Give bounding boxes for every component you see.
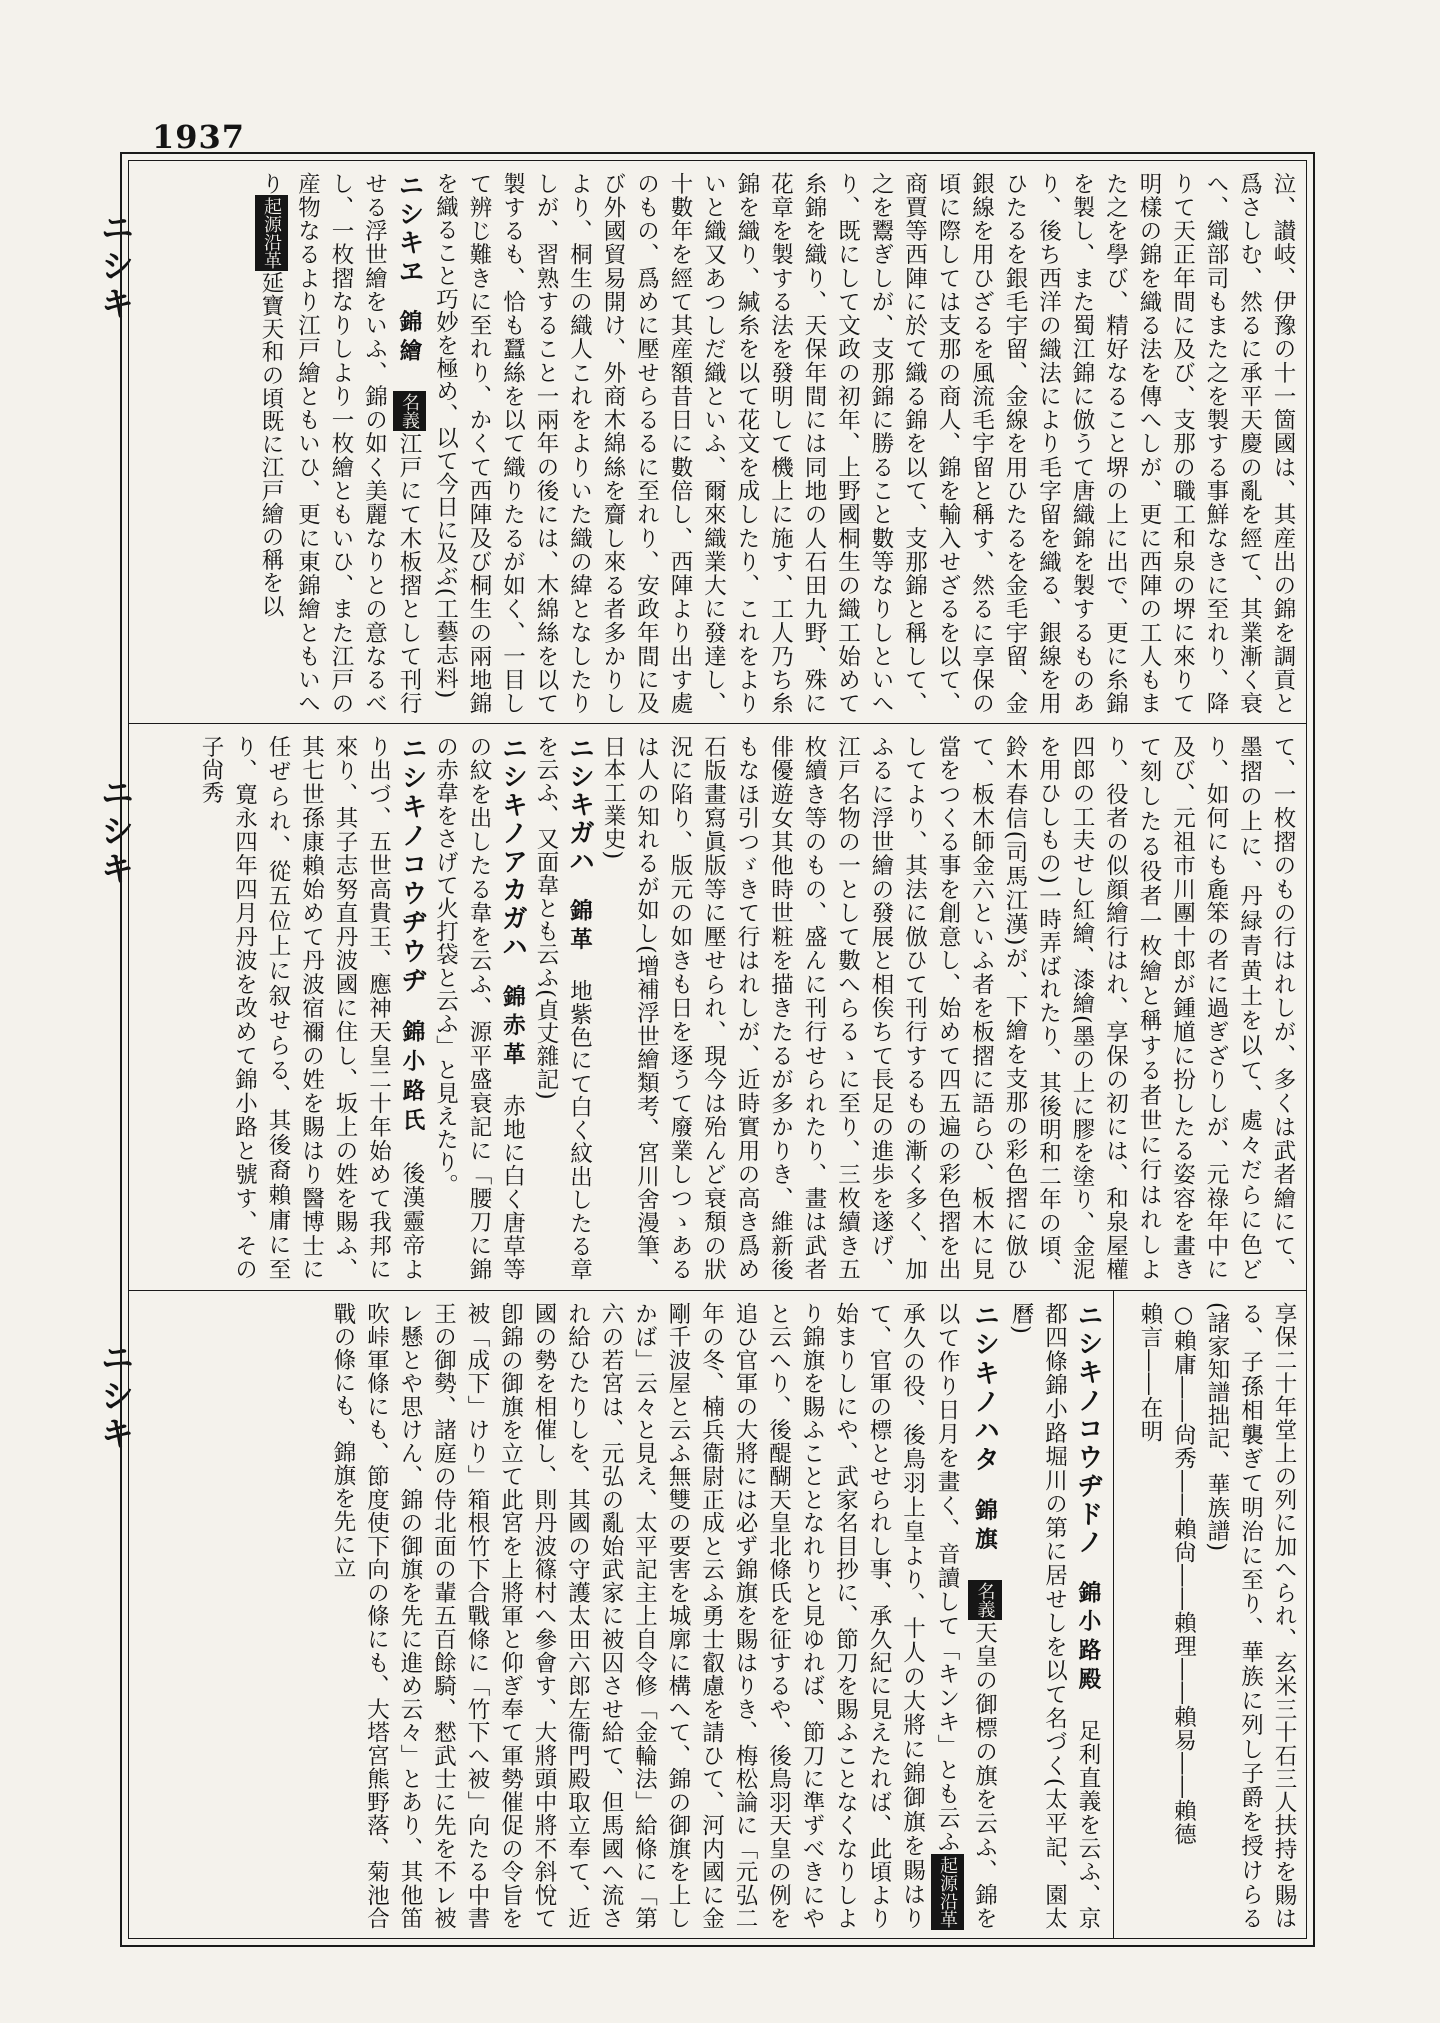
running-head-top: ニシキ bbox=[94, 210, 134, 324]
entry-body-continued: 承久の役、後鳥羽上皇より、十人の大將に錦御旗を賜はりて、官軍の標とせられし事、承久紀に見えたれば、此頃より始まりしにや、武家名目抄に、節刀を賜ふことなくなりしより錦旗を賜ふこととなれりと見ゆれば、節刀に準ずべきにやと云へり、後醍醐天皇北條氏を征するや、後鳥羽天皇の例を追ひ官軍の大將には必ず錦旗を賜はりき、梅松論に「元弘二年の冬、楠兵衞尉正成と云ふ勇士叡慮を請ひて、河内國に金剛千波屋と云ふ無雙の要害を城廓に構へて、錦の御旗を上しかば」云々と見え、太平記主上自令修「金輪法」給條に「第六の若宮は、元弘の亂始武家に被囚させ給て、但馬國へ流され給ひたりしを、其國の守護太田六郎左衞門殿取立奉て、近國の勢を相催し、則丹波篠村へ參會す、大將頭中將不斜悅て卽錦の御旗を立て此宮を上將軍と仰ぎ奉て軍勢催促の令旨を被「成下」けり」箱根竹下合戰條に「竹下へ被」向たる中書王の御勢、諸庭の侍北面の輩五百餘騎、憖武士に先を不レ被レ懸とや思けん、錦の御旗を先に進め云々」とあり、其他笛吹峠軍條にも、節度使下向の條にも、大塔宮熊野落、菊池合戰の條にも、錦旗を先に立 bbox=[330, 1302, 926, 1930]
page-number: 1937 bbox=[152, 118, 246, 156]
entry-body: 天皇の御標の旗を云ふ、錦を以て作り日月を畫く、音讀して「キンキ」とも云ふ bbox=[934, 1302, 998, 1930]
headword: ニシキノコウヂドノ bbox=[1073, 1302, 1103, 1558]
entry-body: 足利直義を云ふ、京都四條錦小路堀川の第に居せしを以て名づく(太平記、園太曆) bbox=[1008, 1302, 1101, 1931]
paragraph-textile-history: 泣、讃岐、伊豫の十一箇國は、其産出の錦を調貢と爲さしむ、然るに承平天慶の亂を經て、其業漸く衰へ、織部司もまた之を製する事鮮なきに至れり、降りて天正年間に及び、支那の職工和泉の堺に來りて明樣の錦を織る法を傳へしが、更に西陣の工人もまた之を學び、精好なること堺の上に出で、更に糸錦を製し、また蜀江錦に倣うて唐織錦を製するものあり、後ち西洋の織法により毛字留を織る、銀線を用ひたるを銀毛宇留、金線を用ひたるを金毛宇留、金銀線を用ひざるを風流毛宇留と稱す、然るに享保の頃に際しては支那の商人、錦を輸入せざるを以て、商賈等西陣に於て織る錦を以て、支那錦と稱して、之を鬻ぎしが、支那錦に勝ること數等なりしといへり、既にして文政の初年、上野國桐生の織工始めて糸錦を織り、天保年間には同地の人石田九野、殊に花章を製する法を發明して機上に施す、工人乃ち糸錦を織り、緘糸を以て花文を成したり、これをよりいと織又あつしだ織といふ、爾來織業大に發達し、十數年を經て其産額昔日に數倍し、西陣より出す處のもの、爲めに壓せらるるに至れり、安政年間に及び外國貿易開け、外商木綿絲を齎し來る者多かりしより、桐生の織人これをよりいた織の緯となしたりしが、習熟すること一兩年の後には、木綿絲を以て製するも、恰も蠶絲を以て織りたるが如く、一目して辨じ難きに至れり、かくて西陣及び桐生の兩地錦を織ること巧妙を極め、以て今日に及ぶ(工藝志料) bbox=[432, 172, 1296, 715]
running-head-bottom: ニシキ bbox=[94, 1340, 134, 1454]
genealogy-line-2: 賴言――在明 bbox=[1137, 1302, 1163, 1443]
headword-kanji: 錦赤革 bbox=[499, 984, 526, 1071]
headword-kanji: 錦旗 bbox=[971, 1498, 998, 1557]
entry-body: 赤地に白く唐草等の紋を出したる韋を云ふ、源平盛衰記に「腰刀に錦の赤韋をさげて火打袋と云ふ」と見えたり。 bbox=[432, 735, 526, 1281]
section-tag: 名義 bbox=[968, 1580, 1002, 1620]
headword-kanji: 錦革 bbox=[566, 898, 593, 957]
headword: ニシキガハ bbox=[564, 735, 595, 876]
paragraph-nishikinokouji-continued: 享保二十年堂上の列に加へられ、玄米三十石三人扶持を賜はる、子孫相襲ぎて明治に至り、華族に列し子爵を授けらる(諸家知譜拙記、華族譜) bbox=[1204, 1302, 1297, 1930]
paragraph-nishikie-continued: て、一枚摺のもの行はれしが、多くは武者繪にて、墨摺の上に、丹緑青黄土を以て、處々だらに色どり、如何にも麁笨の者に過ぎざりしが、元祿年中に及び、元祖市川團十郎が鍾馗に扮したる姿容を畫きて刻したる役者一枚繪と稱する者世に行はれしより、役者の似顔繪行はれ、享保の初には、和泉屋權四郎の工夫せし紅繪、漆繪(墨の上に膠を塗り、金泥を用ひしもの)一時弄ばれたり、其後明和二年の頃、鈴木春信(司馬江漢)が、下繪を支那の彩色摺に倣ひて、板木師金六といふ者を板摺に語らひ、板木に見當をつくる事を創意し、始めて四五遍の彩色摺を出してより、其法に倣ひて刊行するもの漸く多く、加ふるに浮世繪の發展と相俟ちて長足の進歩を遂げ、江戸名物の一として數へらるゝに至り、三枚續き五枚續き等のもの、盛んに刊行せられたり、畫は武者俳優遊女其他時世粧を描きたるが多かりき、維新後もなほ引つゞきて行はれしが、近時實用の高き爲め石版畫寫眞版等に壓せられ、現今は殆んど衰頽の狀況に陷り、版元の如きも日を逐うて廢業しつゝあるは人の知れるが如し(增補浮世繪類考、宮川舍漫筆、日本工業史) bbox=[600, 735, 1296, 1281]
genealogy-line-1: ○賴庸――尙秀――賴尙――賴理――賴易――賴德 bbox=[1170, 1302, 1197, 1846]
entry-nishikigawa bbox=[529, 735, 596, 1281]
entry-body: 後漢靈帝より出づ、五世高貴王、應神天皇二十年始めて我邦に來り、其子志努直丹波國に住し、坂上の姓を賜ふ、其七世孫康賴始めて丹波宿禰の姓を賜はり醫博士に任ぜられ、從五位上に叙せらる、其後裔賴庸に至り、寛永四年四月丹波を改めて錦小路と號す、その子尙秀 bbox=[198, 735, 425, 1282]
headword: ニシキノコウヂウヂ bbox=[397, 735, 427, 996]
headword-kanji: 錦小路殿 bbox=[1075, 1580, 1101, 1696]
headword: ニシキヱ bbox=[394, 172, 424, 287]
entry-nishiki-no-akagawa bbox=[428, 735, 529, 1281]
entry-body: 江戸にて木板摺として刊行せる浮世繪をいふ、錦の如く美麗なりとの意なるべし、一枚摺なりしより一枚繪ともいひ、また江戸の産物なるより江戸繪ともいひ、更に東錦繪ともいへり bbox=[258, 172, 422, 716]
entry-nishikie bbox=[253, 172, 429, 715]
running-head-middle: ニシキ bbox=[94, 775, 134, 889]
tier-divider-2 bbox=[128, 1290, 1307, 1291]
tier-1-text bbox=[258, 172, 1299, 716]
tier-2-text bbox=[120, 735, 1299, 1281]
headword-kanji: 錦小路氏 bbox=[399, 1019, 425, 1138]
genealogy-divider bbox=[1113, 1290, 1114, 1939]
headword-kanji: 錦繪 bbox=[396, 309, 422, 368]
tier-3-genealogy bbox=[1122, 1302, 1300, 1930]
entry-nishiki-no-hata bbox=[326, 1302, 1004, 1930]
entry-body: 地紫色にて白く紋出したる章を云ふ、又面韋とも云ふ(貞丈雜記) bbox=[533, 735, 593, 1281]
tier-divider-1 bbox=[128, 723, 1307, 724]
tier-3-text bbox=[136, 1302, 1104, 1930]
section-tag: 起源沿革 bbox=[931, 1854, 965, 1930]
section-tag: 起源沿革 bbox=[255, 195, 289, 271]
entry-nishikinokouji-shi bbox=[194, 735, 429, 1281]
entry-body-continued: 延寶天和の頃既に江戸繪の稱を以 bbox=[258, 271, 284, 618]
headword: ニシキノハタ bbox=[969, 1302, 1000, 1475]
headword: ニシキノアカガハ bbox=[497, 735, 528, 962]
entry-nishikinokouji-dono bbox=[1004, 1302, 1105, 1930]
section-tag: 名義 bbox=[393, 391, 427, 431]
